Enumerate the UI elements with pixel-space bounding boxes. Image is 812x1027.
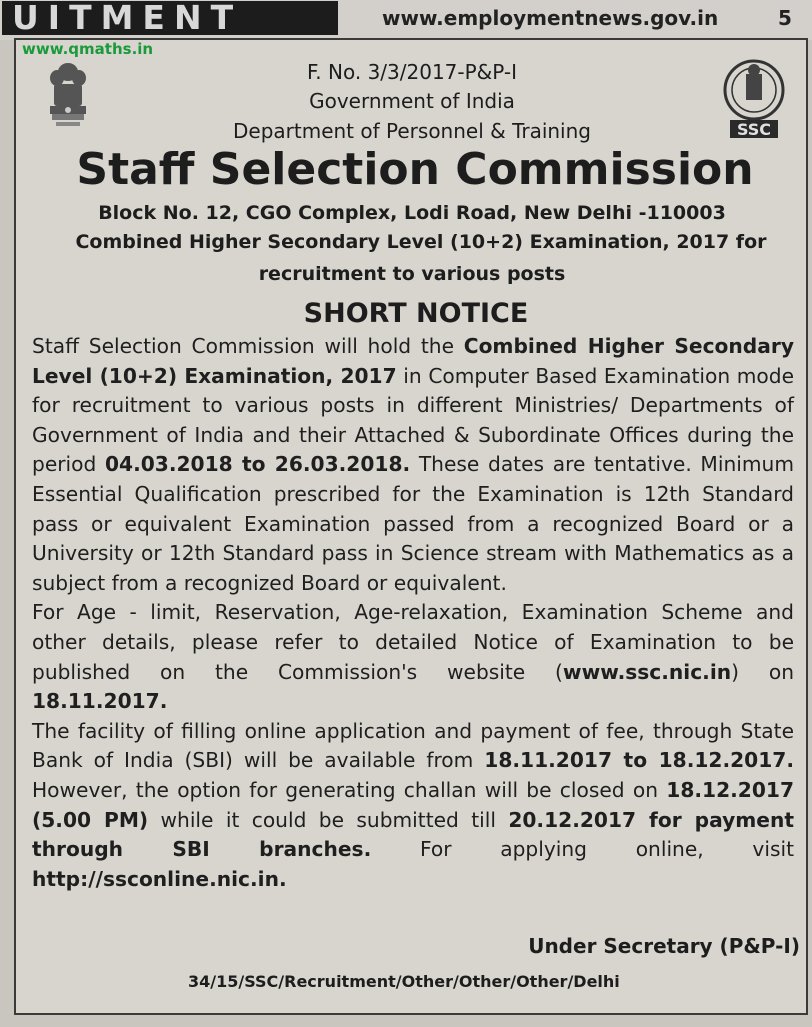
office-address: Block No. 12, CGO Complex, Lodi Road, New Delhi -110003 — [98, 202, 726, 224]
newspaper-header-bar — [0, 0, 812, 40]
notice-publish-date: 18.11.2017. — [32, 689, 168, 714]
page-number: 5 — [778, 6, 792, 30]
exam-title-line2: recruitment to various posts — [258, 263, 566, 285]
application-window-dates: 18.11.2017 to 18.12.2017. — [484, 748, 794, 773]
exam-title-line1: Combined Higher Secondary Level (10+2) Examination, 2017 for — [75, 231, 767, 253]
ssc-website-link[interactable]: www.ssc.nic.in — [562, 659, 732, 684]
notice-body — [32, 332, 794, 894]
challan-close-date: 18.12.2017 (5.00 PM) — [32, 777, 794, 832]
department-name: Department of Personnel & Training — [233, 119, 591, 143]
signatory: Under Secretary (P&P-I) — [528, 934, 800, 958]
reference-code: 34/15/SSC/Recruitment/Other/Other/Other/Delhi — [188, 972, 620, 991]
commission-title: Staff Selection Commission — [76, 144, 754, 195]
paragraph-application-info: The facility of filling online application and payment of fee, through State Bank of India (SBI) will be available from 18.11.2017 to 18.12.2017. However, the option for generating challan will be closed on 18.12.2017 (5.00 PM) while it could be submitted till 20.12.2017 for payment through SBI branches. For applying online, visit http://ssconline.nic.in. — [32, 718, 795, 891]
online-application-link[interactable]: http://ssconline.nic.in. — [32, 866, 287, 891]
masthead: UITMENT — [2, 1, 338, 35]
challan-submit-date: 20.12.2017 for payment through SBI branches. — [32, 807, 794, 862]
government-name: Government of India — [309, 89, 515, 113]
watermark-text: www.qmaths.in — [22, 40, 154, 58]
site-url: www.employmentnews.gov.in — [382, 6, 719, 30]
paragraph-website-info: For Age - limit, Reservation, Age-relaxation, Examination Scheme and other details, please refer to detailed Notice of Examination to be published on the Commission's website (www.ssc.nic.in) on 18.11.2017. — [32, 600, 794, 714]
paragraph-exam-details: Staff Selection Commission will hold the Combined Higher Secondary Level (10+2) Examination, 2017 in Computer Based Examination mode for recruitment to various posts in different Ministries/ Departments of Government of India and their Attached & Subordinate Offices during the period 04.03.2018 to 26.03.2018. These dates are tentative. Minimum Essential Qualification prescribed for the Examination is 12th Standard pass or equivalent Examination passed from a recognized Board or a University or 12th Standard pass in Science stream with Mathematics as a subject from a recognized Board or equivalent. — [32, 334, 795, 595]
ssc-logo-text: SSC — [736, 120, 772, 139]
file-number: F. No. 3/3/2017-P&P-I — [307, 60, 517, 84]
notice-heading: SHORT NOTICE — [303, 298, 529, 329]
exam-dates: 04.03.2018 to 26.03.2018. — [104, 452, 411, 477]
